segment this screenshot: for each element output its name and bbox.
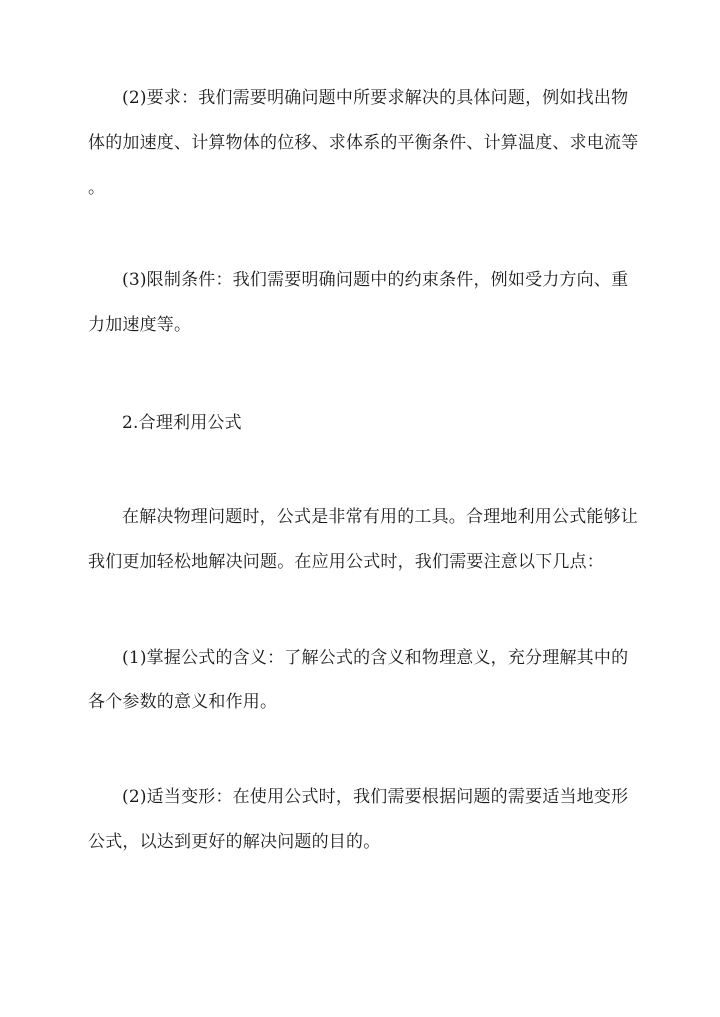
section-heading: 2.合理利用公式 [122, 413, 242, 433]
paragraph-line: 力加速度等。 [88, 315, 192, 335]
paragraph-line: (2)适当变形：在使用公式时，我们需要根据问题的需要适当地变形 [122, 787, 629, 807]
paragraph-line: 公式，以达到更好的解决问题的目的。 [88, 832, 381, 852]
paragraph-line: 在解决物理问题时，公式是非常有用的工具。合理地利用公式能够让 [122, 507, 638, 527]
paragraph-line: 我们更加轻松地解决问题。在应用公式时，我们需要注意以下几点： [88, 552, 604, 572]
paragraph-line: 。 [88, 178, 106, 198]
paragraph-line: 各个参数的意义和作用。 [88, 692, 278, 712]
paragraph-line: 体的加速度、计算物体的位移、求体系的平衡条件、计算温度、求电流等 [88, 133, 639, 153]
paragraph-line: (2)要求：我们需要明确问题中所要求解决的具体问题，例如找出物 [122, 88, 629, 108]
paragraph-line: (1)掌握公式的含义：了解公式的含义和物理意义，充分理解其中的 [122, 648, 629, 668]
paragraph-line: (3)限制条件：我们需要明确问题中的约束条件，例如受力方向、重 [122, 270, 629, 290]
